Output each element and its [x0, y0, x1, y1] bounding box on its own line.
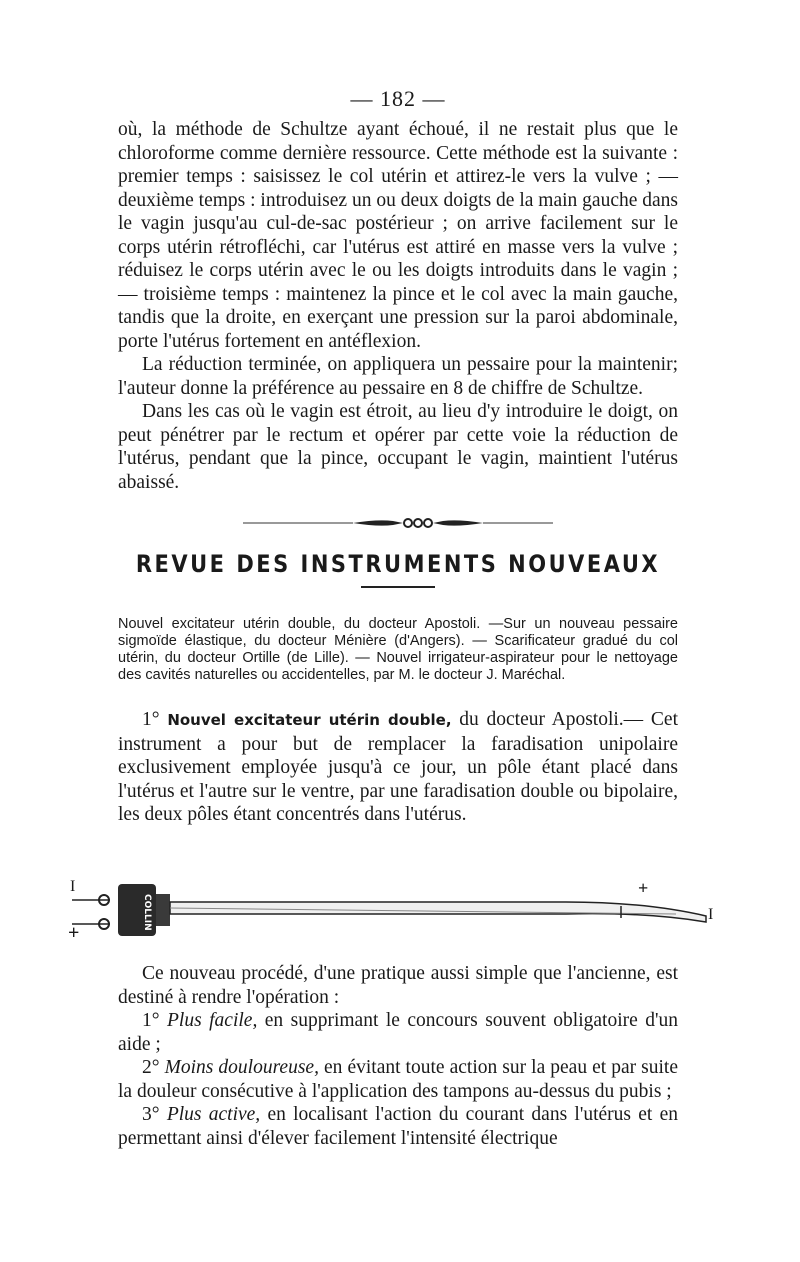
item-1-text: du docteur Apostoli.— Cet instrument a pour but de remplacer la faradisation unipolaire exclusivement employée jusqu'à ce jour, un pôle étant placé dans l'utérus et l'autre sur le ventre, par une faradisation double ou bipolaire, les deux pôles étant concentrés dans l'utérus.: [118, 709, 679, 825]
section-title: REVUE DES INSTRUMENTS NOUVEAUX: [135, 550, 661, 578]
paragraph-reduction: La réduction terminée, on appliquera un pessaire pour la maintenir; l'auteur donne la préférence au pessaire en 8 de chiffre de Schultze.: [118, 354, 678, 399]
list-item-1-number: 1°: [142, 1010, 160, 1031]
instrument-figure: [66, 872, 746, 944]
paragraph-methode: où, la méthode de Schultze ayant échoué, il ne restait plus que le chloroforme comme dernière ressource. Cette méthode est la suivante : premier temps : saisissez le col utérin et attirez-le vers la vulve ; —deuxième temps : introduisez un ou deux doigts de la main gauche dans le vagin jusqu'au cul-de-sac postérieur ; on arrive facilement sur le corps utérin rétrofléchi, car l'utérus est attiré en masse vers la vulve ; réduisez le corps utérin avec le ou les doigts introduits dans le vagin ; — troisième temps : maintenez la pince et le col avec la main gauche, tandis que la droite, en exerçant une pression sur la paroi abdominale, porte l'utérus fortement en antéflexion.: [118, 119, 678, 352]
handle-label: COLLIN: [142, 894, 152, 931]
list-item-1-text: en supprimant le concours souvent obligatoire d'un aide ;: [118, 1010, 678, 1055]
title-rule: [361, 586, 435, 588]
list-item-3: [118, 1103, 678, 1150]
list-item-1-emph: Plus facile,: [167, 1010, 258, 1031]
list-item-2-number: 2°: [142, 1057, 160, 1078]
paragraph-vagin-etroit: Dans les cas où le vagin est étroit, au lieu d'y introduire le doigt, on peut pénétrer par le rectum et opérer par cette voie la réduction de l'utérus, pendant que la pince, occupant le vagin, maintient l'utérus abaissé.: [118, 401, 678, 493]
item-1-title: Nouvel excitateur utérin double,: [167, 711, 452, 729]
page-number: — 182 —: [350, 86, 446, 111]
item-1-paragraph: [118, 708, 678, 827]
mark-right: I: [708, 906, 714, 923]
list-item-3-number: 3°: [142, 1104, 160, 1125]
paragraph-nouveau-procede: Ce nouveau procédé, d'une pratique aussi simple que l'ancienne, est destiné à rendre l'opération :: [118, 963, 678, 1008]
page-body: [118, 86, 678, 827]
list-item-2: [118, 1056, 678, 1103]
mark-left: I: [70, 878, 76, 895]
list-item-1: [118, 1009, 678, 1056]
item-1-number: 1°: [142, 709, 160, 730]
list-item-2-emph: Moins douloureuse,: [164, 1057, 319, 1078]
section-summary: Nouvel excitateur utérin double, du docteur Apostoli. —Sur un nouveau pessaire sigmoïde élastique, du docteur Ménière (d'Angers). — Scarificateur gradué du col utérin, du docteur Ortille (de Lille). — Nouvel irrigateur-aspirateur pour le nettoyage des cavités naturelles ou accidentelles, par M. le docteur J. Maréchal.: [118, 616, 678, 683]
plus-mark-left: +: [68, 922, 80, 944]
list-item-3-emph: Plus active,: [166, 1104, 261, 1125]
ornament-divider: [243, 516, 553, 530]
plus-mark-right: +: [638, 878, 649, 898]
list-item-2-text: en évitant toute action sur la peau et par suite la douleur consécutive à l'application des tampons au-dessus du pubis ;: [118, 1057, 679, 1102]
lower-text: [118, 962, 678, 1150]
list-item-3-text: en localisant l'action du courant dans l'utérus et en permettant ainsi d'élever facilement l'intensité électrique: [118, 1104, 678, 1149]
